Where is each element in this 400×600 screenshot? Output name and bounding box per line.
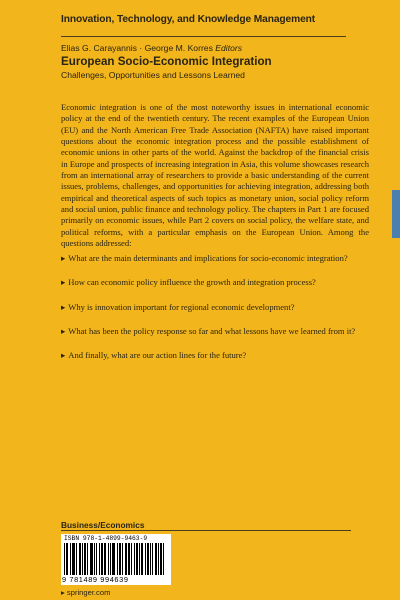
barcode-panel — [61, 534, 171, 585]
question-text: Why is innovation important for regional economic development? — [68, 301, 295, 312]
series-title: Innovation, Technology, and Knowledge Management — [61, 14, 316, 25]
question-text: How can economic policy influence the growth and integration process? — [68, 277, 316, 288]
bullet-icon: ▸ — [61, 277, 66, 288]
editor-names: Elias G. Carayannis · George M. Korres — [61, 43, 213, 53]
series-rule — [61, 36, 346, 37]
question-text: What are the main determinants and implications for socio-economic integration? — [68, 253, 348, 263]
bullet-icon: ▸ — [61, 325, 66, 336]
bullet-icon: ▸ — [61, 253, 66, 263]
barcode-icon — [64, 543, 168, 575]
questions-list — [61, 253, 373, 374]
question-text: What has been the policy response so far and what lessons have we learned from it? — [68, 325, 356, 336]
editors-line — [61, 43, 242, 53]
book-title: European Socio-Economic Integration — [61, 55, 272, 68]
editors-role: Editors — [215, 43, 243, 53]
question-text: And finally, what are our action lines for the future? — [68, 350, 247, 361]
side-color-tab — [392, 190, 400, 238]
bullet-icon: ▸ — [61, 301, 66, 312]
question-item — [61, 326, 373, 337]
isbn-text: ISBN 978-1-4899-9463-9 — [64, 535, 148, 542]
question-item — [61, 302, 373, 313]
question-item — [61, 277, 373, 288]
subject-category: Business/Economics — [61, 520, 145, 530]
publisher-link[interactable]: ▸ springer.com — [61, 588, 111, 597]
question-item — [61, 253, 373, 264]
bullet-icon: ▸ — [61, 350, 66, 361]
question-item — [61, 350, 373, 361]
category-rule — [61, 530, 351, 531]
barcode-digits: 9 781489 994639 — [62, 575, 129, 584]
book-subtitle: Challenges, Opportunities and Lessons Learned — [61, 70, 245, 80]
description-paragraph: Economic integration is one of the most noteworthy issues in international economic policy at the end of the twentieth century. The recent examples of the European Union (EU) and the North American Free Trade Association (NAFTA) have raised important questions about the economic integration process and the possible establishment of economic unions in other parts of the world. Against the backdrop of the financial crisis in Europe and prospects of increasing integration in Asia, this volume showcases research from an international array of researchers to provide a basic understanding of the current issues, problems, challenges, and opportunities for achieving integration, addressing both empirical and theoretical aspects of such topics as monetary union, social policy reform and social union, public finance and technology policy. The chapters in Part 1 are focused primarily on economic issues, while Part 2 covers on social policy, the welfare state, and political reforms, with a particular emphasis on the European Union. Among the questions addressed: — [61, 102, 369, 249]
